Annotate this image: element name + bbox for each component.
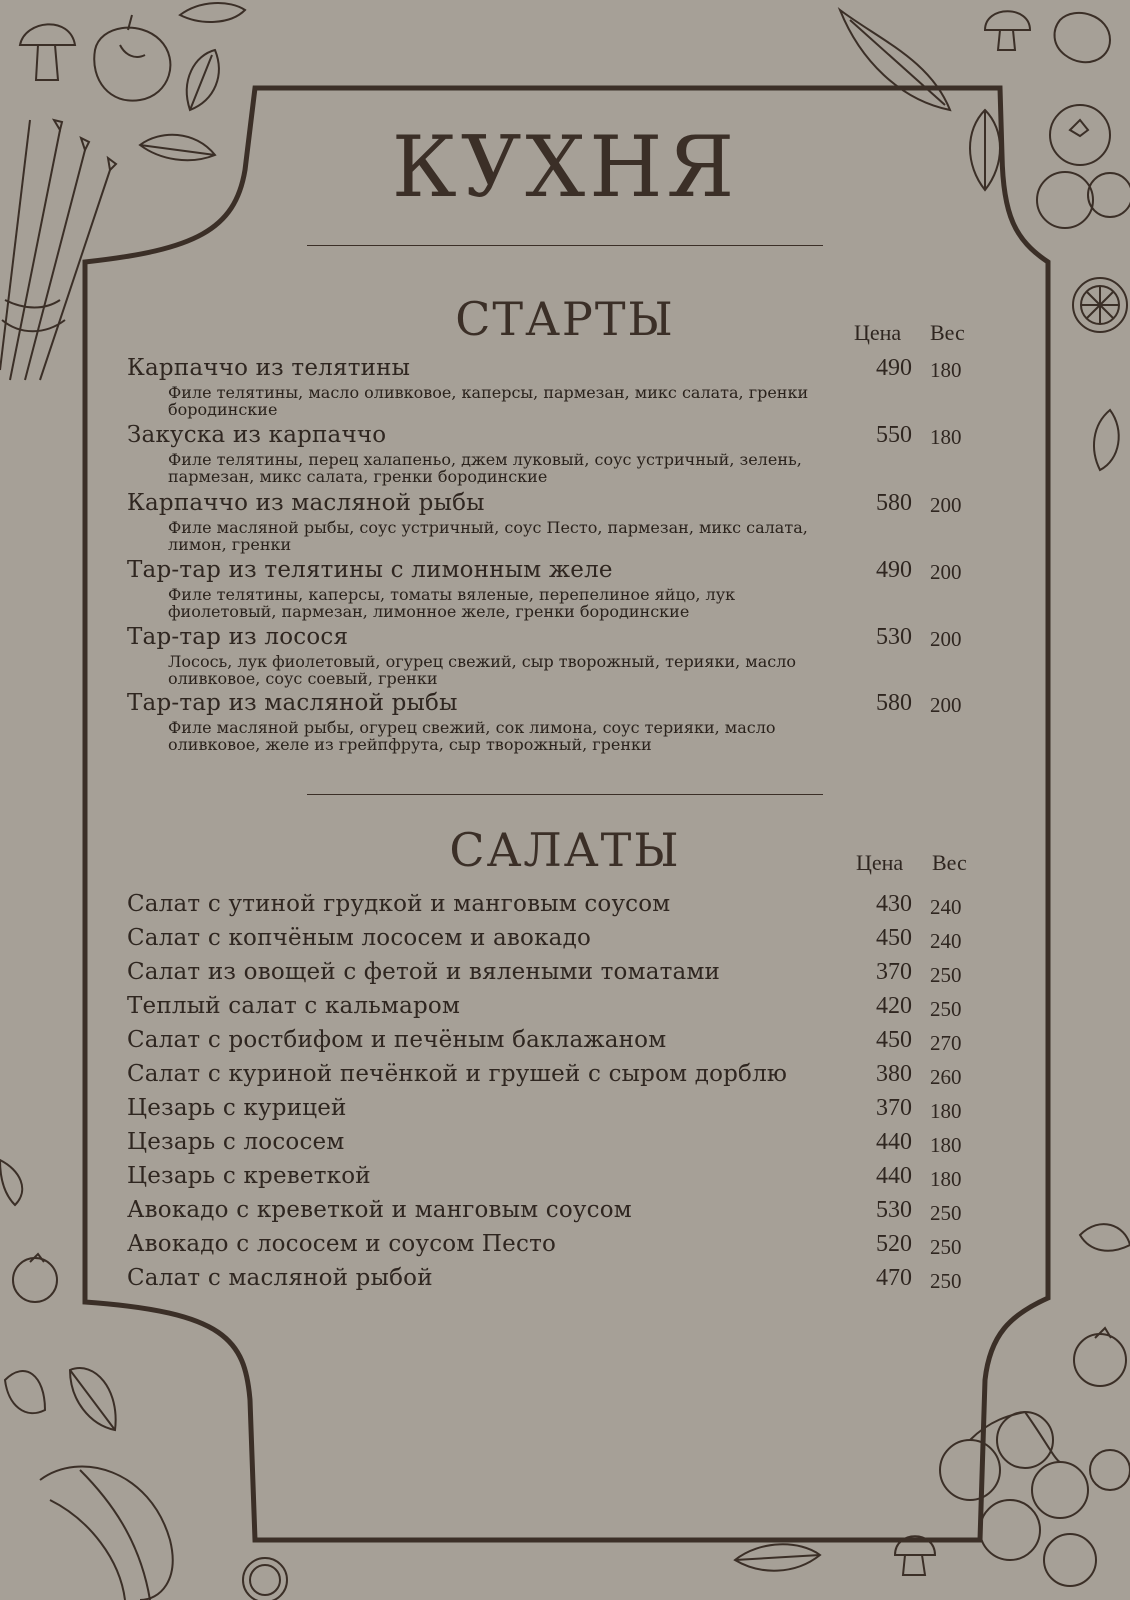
item-name: Салат с копчёным лососем и авокадо: [127, 925, 591, 951]
item-name: Тар-тар из лосося: [127, 624, 349, 650]
weight-column-header: Вес: [930, 320, 965, 345]
item-weight: 180: [930, 1133, 962, 1157]
item-price: 530: [876, 1197, 912, 1223]
item-price: 370: [876, 1095, 912, 1121]
section-title-salads: САЛАТЫ: [449, 823, 681, 877]
item-price: 440: [876, 1163, 912, 1189]
item-weight: 200: [930, 493, 962, 517]
divider: [307, 794, 823, 795]
section-title-starters: СТАРТЫ: [455, 292, 675, 346]
item-description: Филе телятины, перец халапеньо, джем луковый, соус устричный, зелень, пармезан, микс салата, гренки бородинские: [168, 450, 802, 486]
item-weight: 270: [930, 1031, 962, 1055]
item-name: Салат с утиной грудкой и манговым соусом: [127, 891, 671, 917]
item-description: Филе масляной рыбы, соус устричный, соус Песто, пармезан, микс салата, лимон, гренки: [168, 518, 808, 554]
item-weight: 200: [930, 627, 962, 651]
item-name: Закуска из карпаччо: [127, 422, 387, 448]
item-name: Карпаччо из телятины: [127, 355, 411, 381]
item-weight: 240: [930, 929, 962, 953]
item-name: Теплый салат с кальмаром: [127, 993, 461, 1019]
item-description: Филе телятины, масло оливковое, каперсы, пармезан, микс салата, гренки бородинские: [168, 383, 809, 419]
item-name: Салат из овощей с фетой и вялеными томатами: [127, 959, 721, 985]
item-price: 420: [876, 993, 912, 1019]
item-price: 550: [876, 422, 912, 448]
item-price: 580: [876, 490, 912, 516]
item-weight: 200: [930, 560, 962, 584]
item-weight: 180: [930, 358, 962, 382]
item-weight: 250: [930, 963, 962, 987]
item-price: 370: [876, 959, 912, 985]
item-price: 520: [876, 1231, 912, 1257]
item-name: Цезарь с лососем: [127, 1129, 345, 1155]
item-weight: 250: [930, 1235, 962, 1259]
item-price: 440: [876, 1129, 912, 1155]
item-weight: 240: [930, 895, 962, 919]
item-weight: 200: [930, 693, 962, 717]
item-weight: 180: [930, 1167, 962, 1191]
item-price: 470: [876, 1265, 912, 1291]
item-name: Тар-тар из масляной рыбы: [127, 690, 458, 716]
item-name: Авокадо с креветкой и манговым соусом: [127, 1197, 632, 1223]
item-description: Лосось, лук фиолетовый, огурец свежий, сыр творожный, терияки, масло оливковое, соус соевый, гренки: [168, 652, 797, 688]
item-price: 450: [876, 1027, 912, 1053]
item-weight: 250: [930, 1201, 962, 1225]
item-weight: 180: [930, 1099, 962, 1123]
item-price: 530: [876, 624, 912, 650]
item-name: Авокадо с лососем и соусом Песто: [127, 1231, 557, 1257]
divider: [307, 245, 823, 246]
item-price: 450: [876, 925, 912, 951]
item-price: 380: [876, 1061, 912, 1087]
item-name: Тар-тар из телятины с лимонным желе: [127, 557, 613, 583]
weight-column-header: Вес: [932, 850, 967, 875]
price-column-header: Цена: [854, 320, 902, 345]
item-weight: 260: [930, 1065, 962, 1089]
item-price: 490: [876, 557, 912, 583]
item-name: Салат с куриной печёнкой и грушей с сыром дорблю: [127, 1061, 788, 1087]
item-name: Цезарь с креветкой: [127, 1163, 371, 1189]
item-description: Филе масляной рыбы, огурец свежий, сок лимона, соус терияки, масло оливковое, желе из грейпфрута, сыр творожный, гренки: [168, 718, 776, 754]
item-weight: 180: [930, 425, 962, 449]
item-name: Карпаччо из масляной рыбы: [127, 490, 485, 516]
item-price: 490: [876, 355, 912, 381]
item-name: Салат с ростбифом и печёным баклажаном: [127, 1027, 667, 1053]
item-description: Филе телятины, каперсы, томаты вяленые, перепелиное яйцо, лук фиолетовый, пармезан, лимонное желе, гренки бородинские: [168, 585, 736, 621]
item-weight: 250: [930, 997, 962, 1021]
page-title: КУХНЯ: [391, 118, 739, 216]
item-name: Цезарь с курицей: [127, 1095, 347, 1121]
item-price: 580: [876, 690, 912, 716]
item-price: 430: [876, 891, 912, 917]
price-column-header: Цена: [856, 850, 904, 875]
item-name: Салат с масляной рыбой: [127, 1265, 433, 1291]
item-weight: 250: [930, 1269, 962, 1293]
